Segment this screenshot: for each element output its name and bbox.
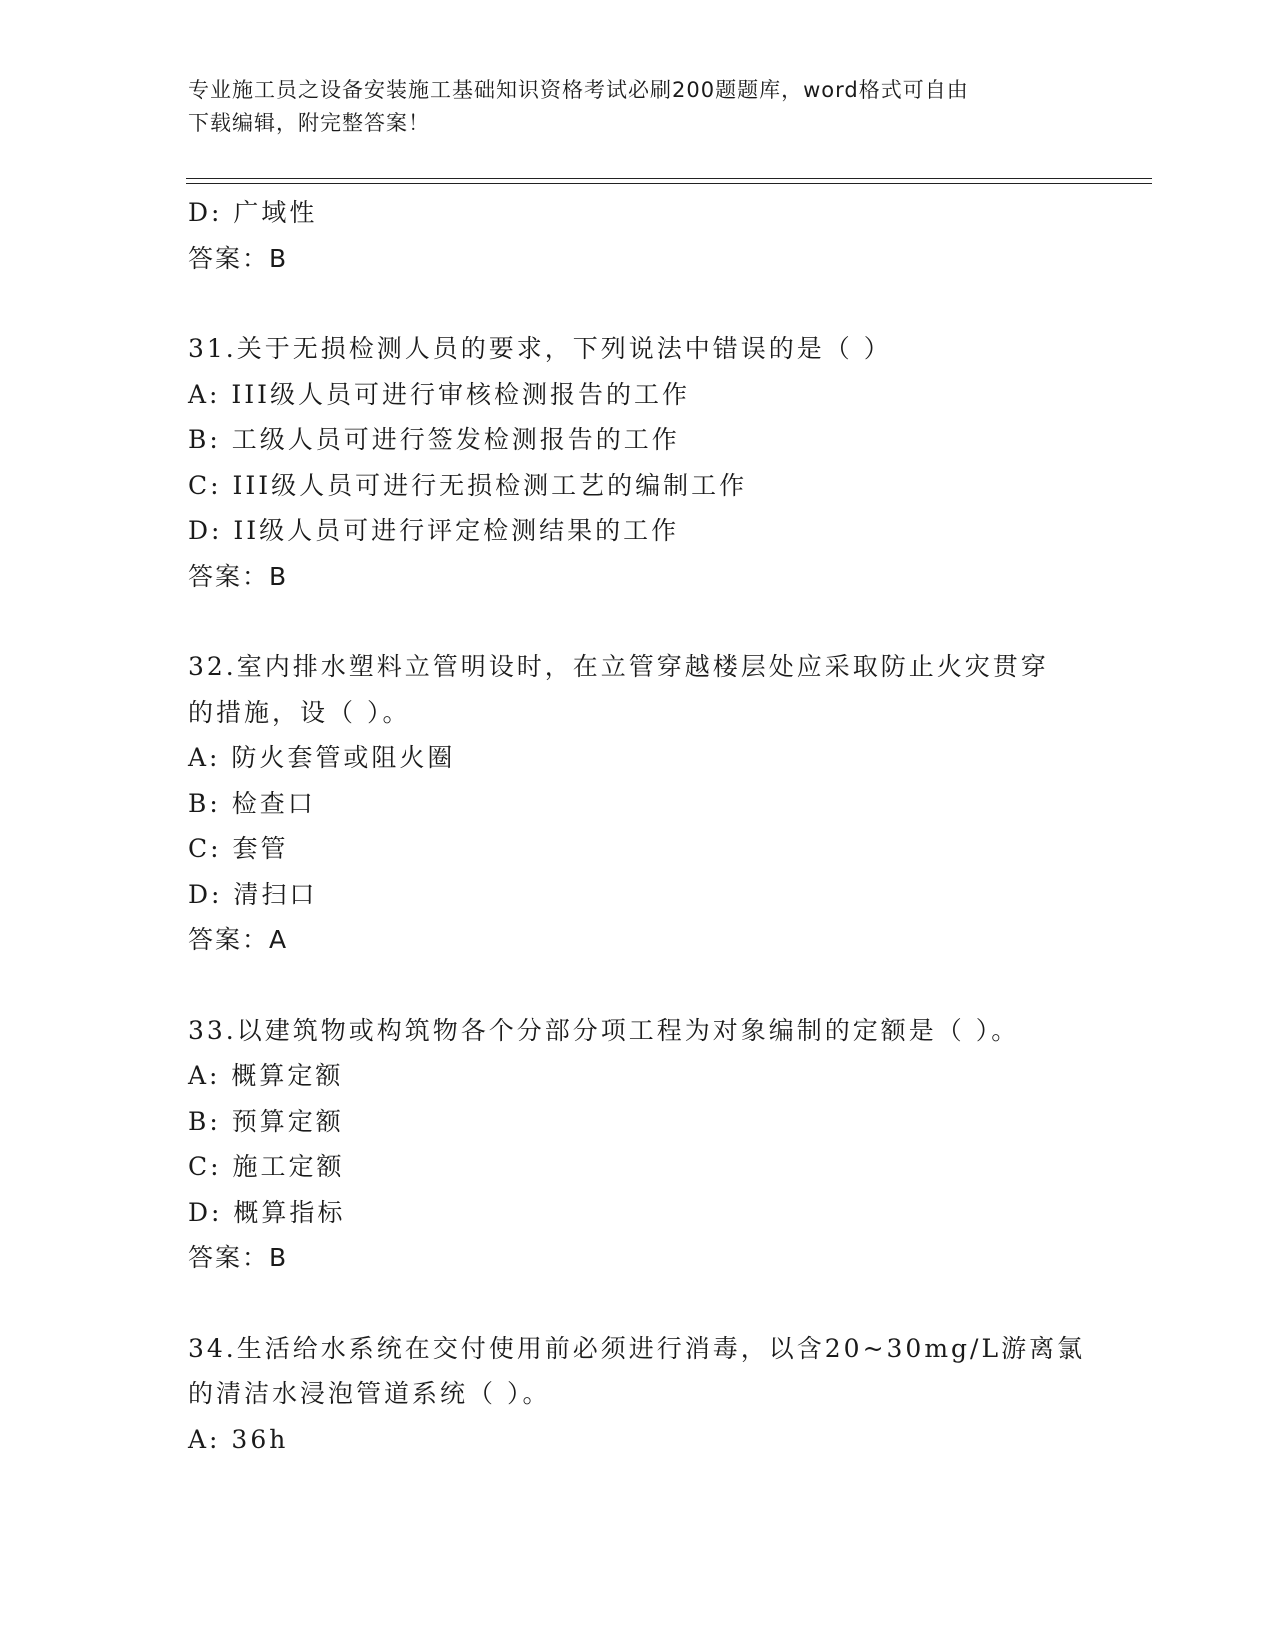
- question-answer: 答案：B: [188, 1243, 289, 1272]
- question-stem-line-1: 34.生活给水系统在交付使用前必须进行消毒，以含20~30mg/L游离氯: [188, 1333, 1086, 1363]
- header-divider-bottom: [186, 183, 1152, 184]
- prev-question-option-d: D: 广域性: [188, 198, 318, 227]
- question-answer: 答案：A: [188, 925, 289, 954]
- option-b: B: 检查口: [188, 788, 316, 818]
- question-stem-line-2: 的措施，设（ ）。: [188, 697, 411, 727]
- question-answer: 答案：B: [188, 561, 289, 591]
- question-stem-line-1: 32.室内排水塑料立管明设时，在立管穿越楼层处应采取防止火灾贯穿: [188, 652, 1049, 681]
- option-c: C: III级人员可进行无损检测工艺的编制工作: [188, 470, 748, 500]
- spacer: [188, 281, 1108, 326]
- question-34: [188, 1326, 1108, 1463]
- option-d: D: 概算指标: [188, 1197, 346, 1227]
- question-content: [188, 190, 1108, 1462]
- header-line-1: 专业施工员之设备安装施工基础知识资格考试必刷200题题库，word格式可自由: [188, 78, 969, 102]
- option-d: D: 清扫口: [188, 879, 318, 909]
- option-c: C: 套管: [188, 834, 289, 863]
- header-line-2: 下载编辑，附完整答案！: [188, 111, 430, 135]
- option-d: D: II级人员可进行评定检测结果的工作: [188, 516, 680, 545]
- spacer: [188, 963, 1108, 1008]
- question-33: [188, 1008, 1108, 1281]
- spacer: [188, 1281, 1108, 1326]
- option-c: C: 施工定额: [188, 1152, 345, 1181]
- prev-question-answer: 答案：B: [188, 243, 289, 273]
- option-a: A: 防火套管或阻火圈: [188, 743, 456, 772]
- document-header: [188, 74, 1088, 140]
- option-b: B: 预算定额: [188, 1106, 344, 1136]
- spacer: [188, 599, 1108, 644]
- option-a: A: 36h: [188, 1424, 289, 1454]
- option-b: B: 工级人员可进行签发检测报告的工作: [188, 425, 680, 454]
- question-32: [188, 644, 1108, 963]
- option-a: A: 概算定额: [188, 1061, 344, 1090]
- option-a: A: III级人员可进行审核检测报告的工作: [188, 379, 691, 409]
- header-divider-top: [186, 178, 1152, 179]
- question-stem-line-2: 的清洁水浸泡管道系统（ ）。: [188, 1379, 551, 1408]
- question-31: [188, 326, 1108, 599]
- question-stem: 31.关于无损检测人员的要求，下列说法中错误的是（ ）: [188, 334, 892, 363]
- question-stem: 33.以建筑物或构筑物各个分部分项工程为对象编制的定额是（ ）。: [188, 1015, 1020, 1045]
